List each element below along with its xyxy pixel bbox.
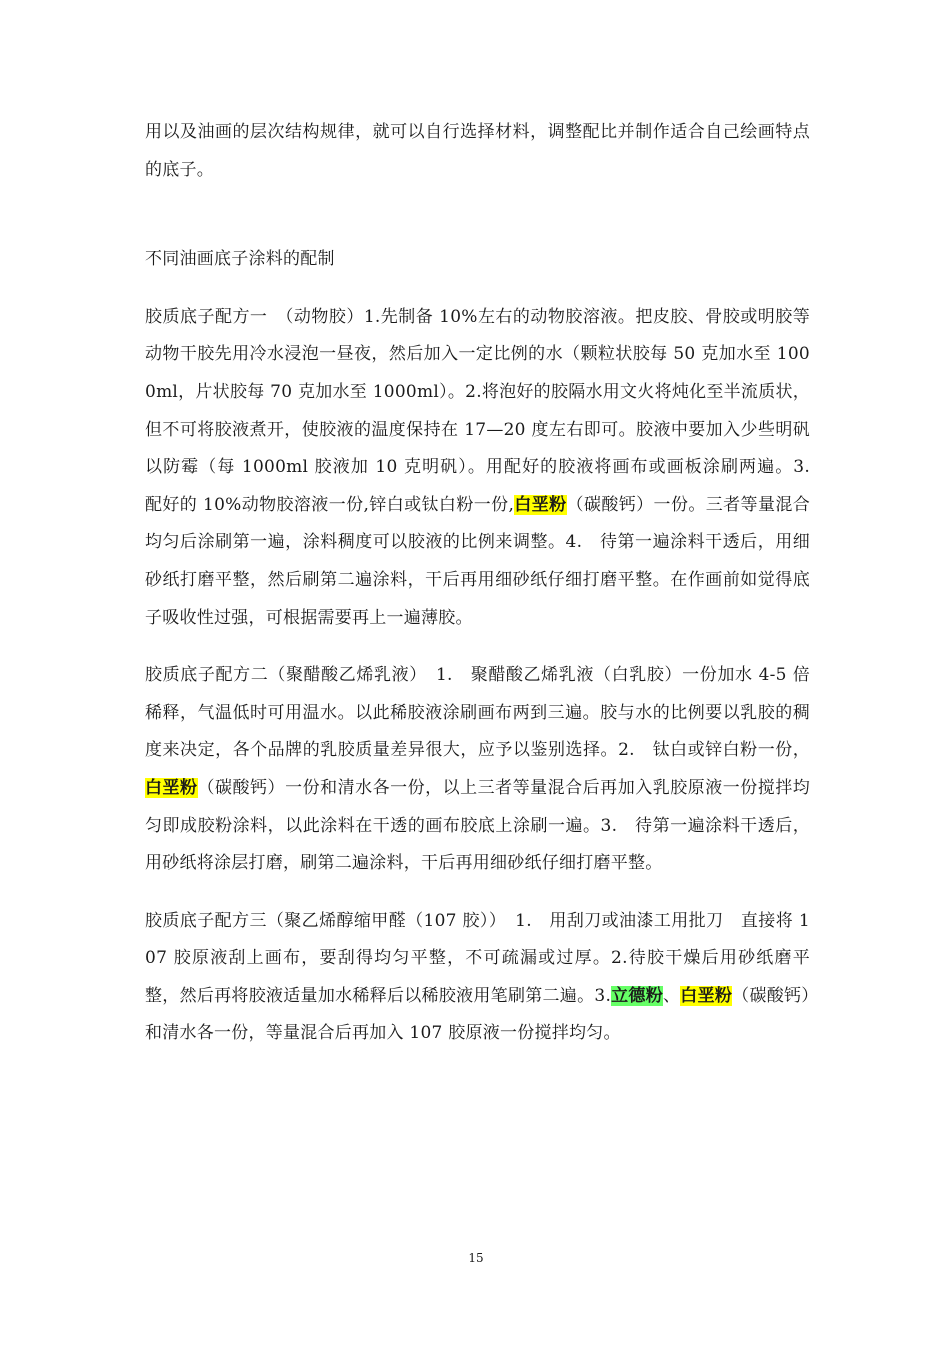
formula-1-text-b: （碳酸钙）一份。三者等量混合均匀后涂刷第一遍，涂料稠度可以胶液的比例来调整。4. 待第一遍涂料干透后，用细砂纸打磨平整，然后刷第二遍涂料，干后再用细砂纸仔细打磨平整。在作画前如觉得底子吸收性过强，可根据需要再上一遍薄胶。 [145,494,811,628]
document-body [145,114,828,1053]
formula-3-text-a: 胶质底子配方三（聚乙烯醇缩甲醛（107 胶）） 1. 用刮刀或油漆工用批刀 直接将 107 胶原液刮上画布，要刮得均匀平整，不可疏漏或过厚。2.待胶干燥后用砂纸磨平整，然后再将胶液适量加水稀释后以稀胶液用笔刷第二遍。3. [145,910,810,1006]
intro-text: 用以及油画的层次结构规律，就可以自行选择材料，调整配比并制作适合自己绘画特点的底子。 [145,122,810,180]
formula-3-highlight-chalk: 白垩粉 [680,985,733,1006]
formula-2-highlight-chalk: 白垩粉 [145,777,198,798]
intro-paragraph [145,114,810,189]
formula-3-highlight-lithopone: 立德粉 [611,985,663,1006]
formula-2-text-a: 胶质底子配方二（聚醋酸乙烯乳液） 1. 聚醋酸乙烯乳液（白乳胶）一份加水 4-5 倍稀释，气温低时可用温水。以此稀胶液涂刷画布两到三遍。胶与水的比例要以乳胶的稠度来决定，各个品牌的乳胶质量差异很大，应予以鉴别选择。2. 钛白或锌白粉一份， [145,665,810,761]
formula-3-paragraph [145,903,810,1053]
formula-2-paragraph [145,657,810,883]
section-heading [145,241,810,279]
formula-1-paragraph [145,299,828,637]
formula-3-text-b: （碳酸钙）和清水各一份，等量混合后再加入 107 胶原液一份搅拌均匀。 [145,985,811,1044]
page-number: 15 [468,1251,484,1265]
formula-2-text-b: （碳酸钙）一份和清水各一份，以上三者等量混合后再加入乳胶原液一份搅拌均匀即成胶粉涂料，以此涂料在干透的画布胶底上涂刷一遍。3. 待第一遍涂料干透后，用砂纸将涂层打磨，刷第二遍涂料，干后再用细砂纸仔细打磨平整。 [145,777,811,874]
formula-3-separator: 、 [663,985,681,1006]
formula-1-text-a: 胶质底子配方一 （动物胶）1.先制备 10%左右的动物胶溶液。把皮胶、骨胶或明胶等动物干胶先用冷水浸泡一昼夜，然后加入一定比例的水（颗粒状胶每 50 克加水至 1000ml，片状胶每 70 克加水至 1000ml）。2.将泡好的胶隔水用文火将炖化至半流质状，但不可将胶液煮开，使胶液的温度保持在 17—20 度左右即可。胶液中要加入少些明矾以防霉（每 1000ml 胶液加 10 克明矾）。用配好的胶液将画布或画板涂刷两遍。3. 配好的 10%动物胶溶液一份,锌白或钛白粉一份, [145,306,828,515]
formula-1-highlight-chalk: 白垩粉 [514,494,567,515]
section-heading-text: 不同油画底子涂料的配制 [145,249,335,270]
